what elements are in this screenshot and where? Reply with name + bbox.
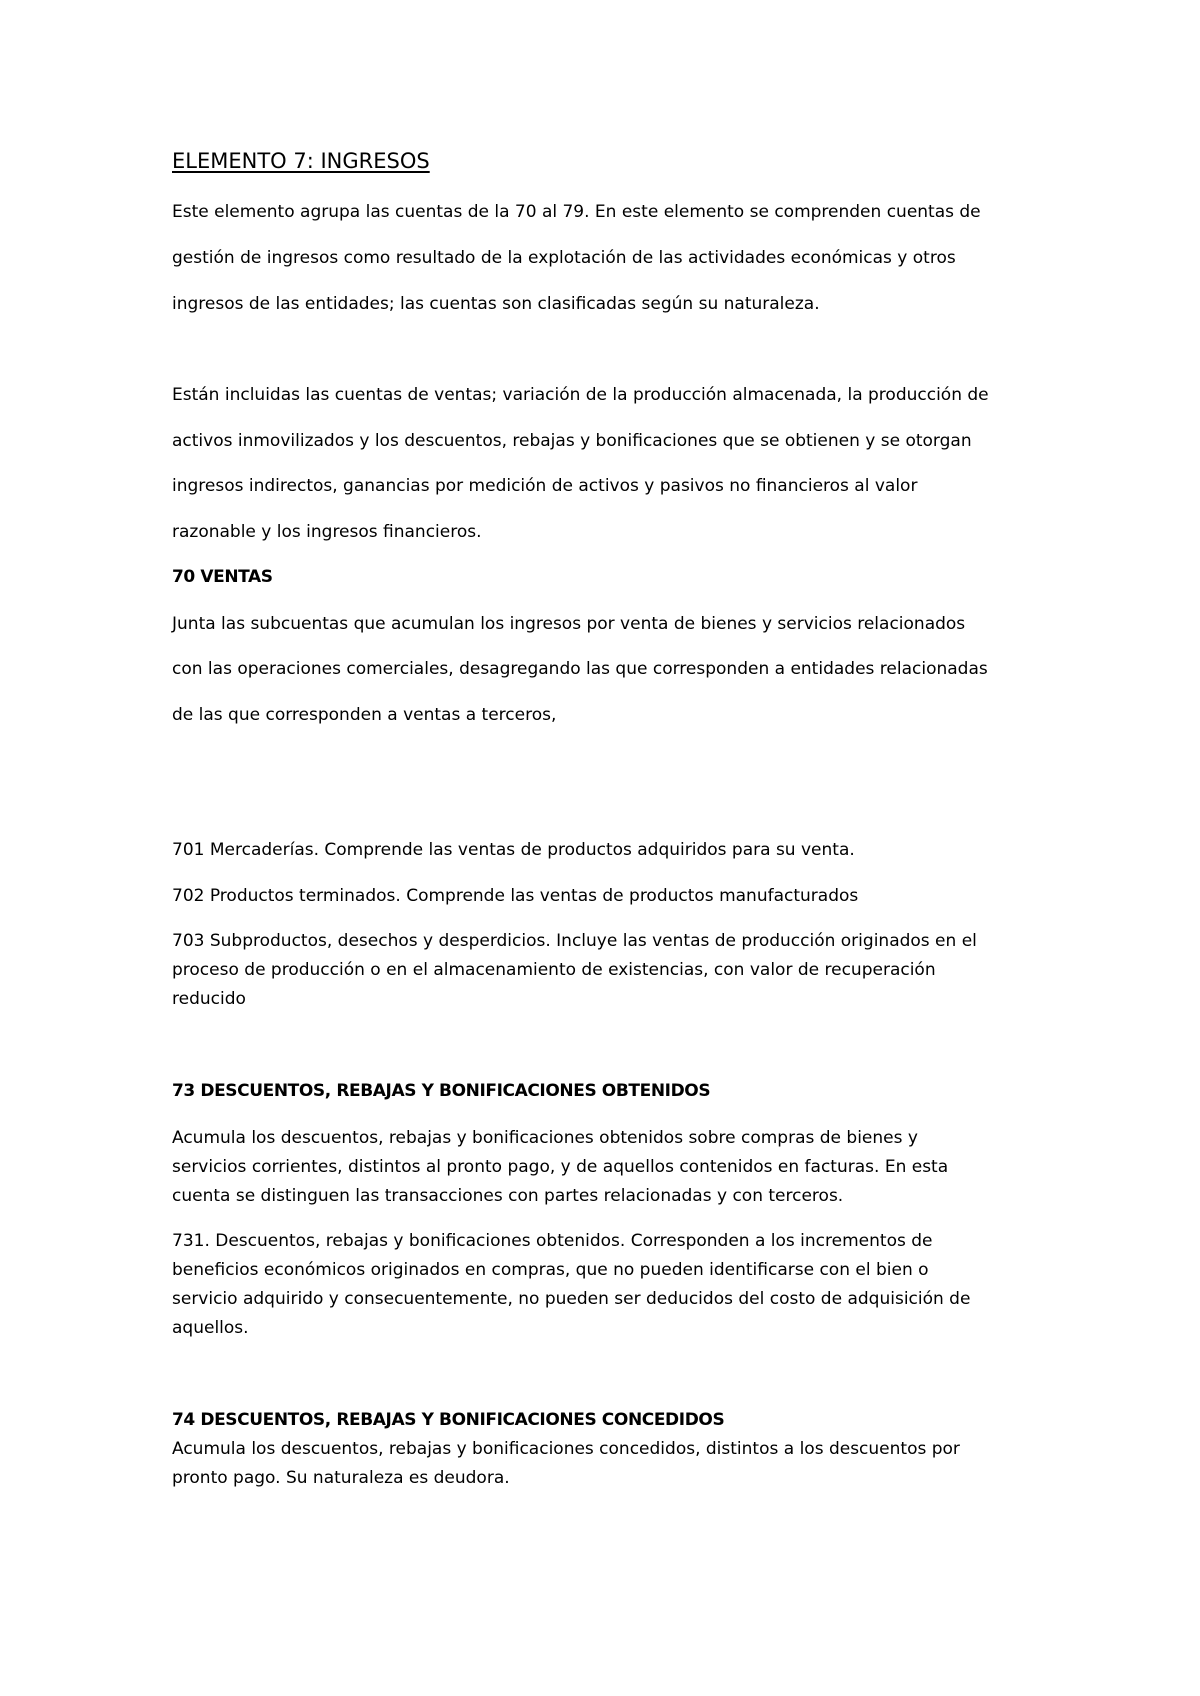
item-703-line: reducido (172, 989, 246, 1009)
scope-line: ingresos indirectos, ganancias por medición de activos y pasivos no financieros al valor (172, 476, 918, 496)
section-70-line: con las operaciones comerciales, desagregando las que corresponden a entidades relacionadas (172, 659, 988, 679)
item-703-line: proceso de producción o en el almacenamiento de existencias, con valor de recuperación (172, 960, 936, 980)
section-74-line: Acumula los descuentos, rebajas y bonificaciones concedidos, distintos a los descuentos por (172, 1439, 960, 1459)
item-703-line: 703 Subproductos, desechos y desperdicios. Incluye las ventas de producción originados en el (172, 931, 977, 951)
item-731-line: beneficios económicos originados en compras, que no pueden identificarse con el bien o (172, 1260, 929, 1280)
section-74-heading: 74 DESCUENTOS, REBAJAS Y BONIFICACIONES CONCEDIDOS (172, 1410, 725, 1430)
intro-line: Este elemento agrupa las cuentas de la 70 al 79. En este elemento se comprenden cuentas de (172, 202, 981, 222)
section-73-line: Acumula los descuentos, rebajas y bonificaciones obtenidos sobre compras de bienes y (172, 1128, 918, 1148)
section-74-line: pronto pago. Su naturaleza es deudora. (172, 1468, 510, 1488)
section-73-line: cuenta se distinguen las transacciones con partes relacionadas y con terceros. (172, 1186, 844, 1206)
section-70-heading: 70 VENTAS (172, 567, 273, 587)
item-731-line: servicio adquirido y consecuentemente, no pueden ser deducidos del costo de adquisición de (172, 1289, 971, 1309)
section-70-line: de las que corresponden a ventas a terceros, (172, 705, 557, 725)
item-731-line: aquellos. (172, 1318, 249, 1338)
scope-line: Están incluidas las cuentas de ventas; variación de la producción almacenada, la producción de (172, 385, 989, 405)
intro-line: gestión de ingresos como resultado de la explotación de las actividades económicas y otros (172, 248, 956, 268)
section-73-heading: 73 DESCUENTOS, REBAJAS Y BONIFICACIONES OBTENIDOS (172, 1081, 711, 1101)
section-70-line: Junta las subcuentas que acumulan los ingresos por venta de bienes y servicios relacionados (172, 614, 966, 634)
section-73-line: servicios corrientes, distintos al pronto pago, y de aquellos contenidos en facturas. En esta (172, 1157, 949, 1177)
document-title: ELEMENTO 7: INGRESOS (172, 149, 430, 173)
item-731-line: 731. Descuentos, rebajas y bonificaciones obtenidos. Corresponden a los incrementos de (172, 1231, 933, 1251)
item-702: 702 Productos terminados. Comprende las ventas de productos manufacturados (172, 886, 859, 906)
intro-line: ingresos de las entidades; las cuentas son clasificadas según su naturaleza. (172, 294, 820, 314)
item-701: 701 Mercaderías. Comprende las ventas de productos adquiridos para su venta. (172, 840, 855, 860)
scope-line: activos inmovilizados y los descuentos, rebajas y bonificaciones que se obtienen y se otorgan (172, 431, 972, 451)
scope-line: razonable y los ingresos financieros. (172, 522, 482, 542)
